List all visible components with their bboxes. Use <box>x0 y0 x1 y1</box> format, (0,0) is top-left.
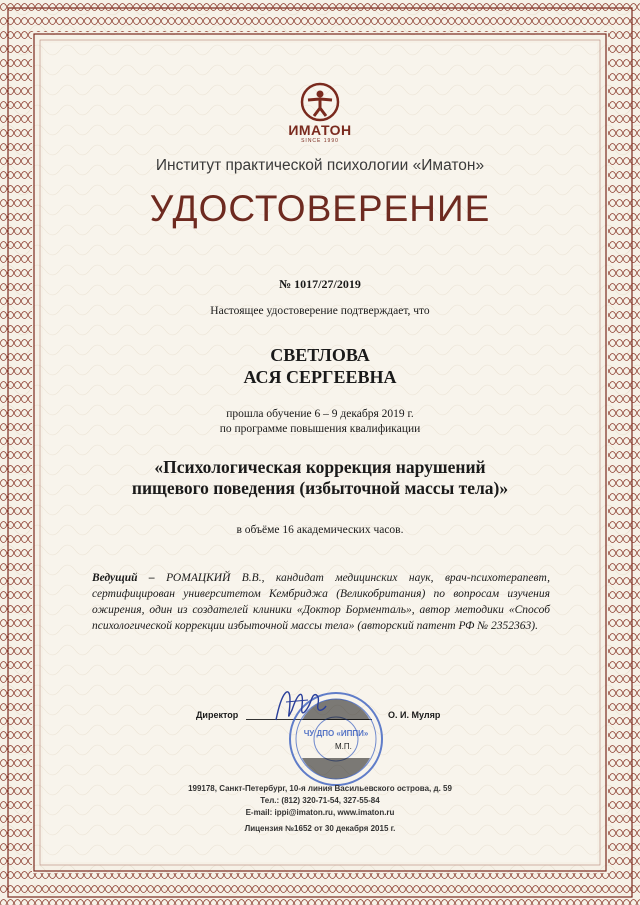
lecturer-text: РОМАЦКИЙ В.В., кандидат медицинских наук, врач-психотерапевт, сертифицирован университетом Кембриджа (Великобритания) по вопросам изучения ожирения, один из создателей клиники «Доктор Борменталь», автор методики «Способ психологической коррекции избыточной массы тела» (авторский патент РФ № 2352363). <box>92 572 550 632</box>
footer-address: 199178, Санкт-Петербург, 10-я линия Васильевского острова, д. 59 <box>188 784 452 793</box>
recipient-surname: СВЕТЛОВА <box>270 345 370 365</box>
certificate-number: № 1017/27/2019 <box>279 277 361 291</box>
imaton-logo-icon <box>282 80 358 156</box>
course-title-line2: пищевого поведения (избыточной массы тела)» <box>131 478 509 498</box>
footer-phone: Тел.: (812) 320-71-54, 327-55-84 <box>260 796 380 805</box>
stamp-text: ЧУ ДПО «ИППИ» <box>303 729 369 738</box>
lecturer-info <box>92 570 550 634</box>
logo-name: ИМАТОН <box>288 122 352 138</box>
footer-license: Лицензия №1652 от 30 декабря 2015 г. <box>244 824 396 833</box>
stamp-mp: М.П. <box>335 742 352 751</box>
footer-email: E-mail: ippi@imaton.ru, www.imaton.ru <box>245 808 395 817</box>
program-type: по программе повышения квалификации <box>219 423 421 435</box>
recipient-name: АСЯ СЕРГЕЕВНА <box>243 367 397 387</box>
logo-since: SINCE 1990 <box>301 138 339 144</box>
lecturer-label: Ведущий – <box>92 572 155 584</box>
course-title-line1: «Психологическая коррекция нарушений <box>154 457 486 477</box>
director-label: Директор <box>196 710 239 720</box>
confirm-text: Настоящее удостоверение подтверждает, что <box>210 305 430 317</box>
training-dates: прошла обучение 6 – 9 декабря 2019 г. <box>226 408 414 420</box>
institute-name: Институт практической психологии «Иматон» <box>155 157 485 174</box>
director-signature-icon <box>268 680 328 730</box>
certificate-title: УДОСТОВЕРЕНИЕ <box>149 188 491 229</box>
course-hours: в объёме 16 академических часов. <box>236 524 404 536</box>
director-name: О. И. Муляр <box>388 710 441 720</box>
